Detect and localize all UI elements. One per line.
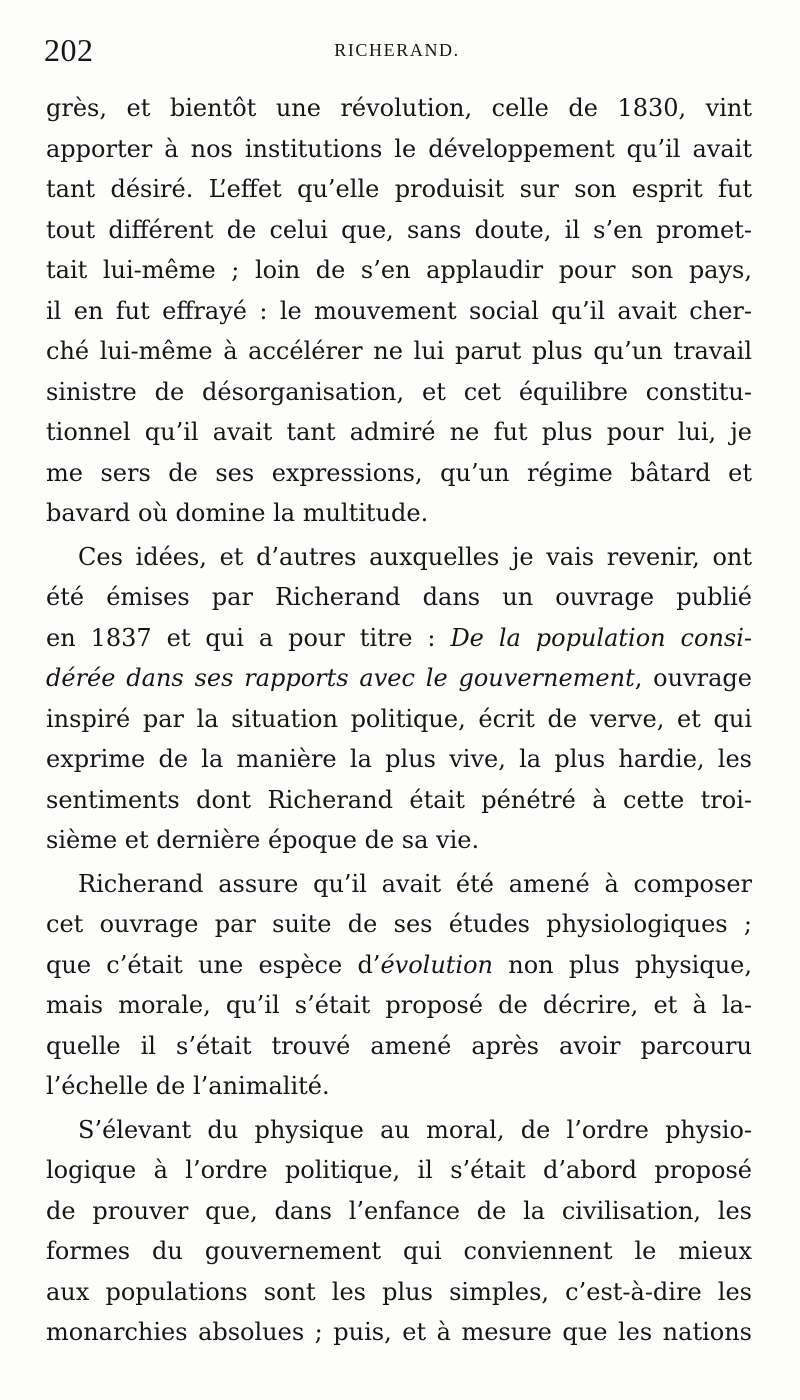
text-line	[46, 618, 752, 659]
text-line: logique à l’ordre politique, il s’était d’abord proposé	[46, 1156, 752, 1184]
text-line: il en fut effrayé : le mouvement social qu’il avait cher-	[46, 296, 752, 325]
text-line: sentiments dont Richerand était pénétré à cette troi-	[46, 785, 752, 814]
text-line: quelle il s’était trouvé amené après avoir parcouru	[46, 1031, 752, 1060]
text-line	[46, 658, 752, 699]
text-line: tionnel qu’il avait tant admiré ne fut plus pour lui, je	[46, 418, 752, 446]
text-line: cet ouvrage par suite de ses études physiologiques ;	[46, 910, 752, 938]
text-line: Ces idées, et d’autres auxquelles je vais revenir, ont	[78, 542, 752, 571]
text-fragment: en 1837 et qui a pour titre :	[46, 623, 436, 652]
italic-title: De la population consi-	[450, 623, 752, 652]
running-head: RICHERAND.	[334, 40, 460, 60]
paragraph	[46, 88, 752, 534]
italic-title: dérée dans ses rapports avec le gouvernement	[46, 664, 635, 692]
text-line: bavard où domine la multitude.	[46, 499, 429, 527]
paragraph	[46, 864, 752, 1107]
text-line: ché lui-même à accélérer ne lui parut plus qu’un travail	[46, 337, 752, 365]
text-line: sinistre de désorganisation, et cet équilibre constitu-	[46, 377, 752, 406]
text-line: me sers de ses expressions, qu’un régime bâtard et	[46, 458, 752, 487]
text-line: tant désiré. L’effet qu’elle produisit sur son esprit fut	[46, 175, 752, 203]
text-line	[46, 945, 752, 986]
text-fragment: non plus physique,	[493, 950, 752, 979]
text-fragment: , ouvrage	[634, 664, 752, 692]
text-line: S’élevant du physique au moral, de l’ordre physio-	[78, 1115, 752, 1144]
page-header	[44, 30, 750, 70]
body-text	[46, 88, 752, 1353]
text-line: l’échelle de l’animalité.	[46, 1072, 330, 1100]
text-line: exprime de la manière la plus vive, la plus hardie, les	[46, 745, 752, 773]
paragraph	[46, 537, 752, 861]
text-line: monarchies absolues ; puis, et à mesure que les nations	[46, 1318, 752, 1346]
text-line: sième et dernière époque de sa vie.	[46, 826, 480, 854]
paragraph	[46, 1110, 752, 1353]
text-line: aux populations sont les plus simples, c’est-à-dire les	[46, 1277, 752, 1306]
text-line: tait lui-même ; loin de s’en applaudir pour son pays,	[46, 256, 752, 284]
text-line: grès, et bientôt une révolution, celle de 1830, vint	[46, 94, 752, 122]
text-fragment: que c’était une espèce d’	[46, 950, 381, 979]
italic-word: évolution	[380, 950, 494, 979]
text-line: tout différent de celui que, sans doute, il s’en promet-	[46, 215, 752, 244]
text-line: Richerand assure qu’il avait été amené à composer	[78, 869, 752, 898]
text-line: inspiré par la situation politique, écrit de verve, et qui	[46, 704, 752, 733]
text-line: formes du gouvernement qui conviennent le mieux	[46, 1237, 752, 1265]
text-line: apporter à nos institutions le développement qu’il avait	[46, 134, 752, 163]
text-line: été émises par Richerand dans un ouvrage publié	[46, 583, 752, 611]
text-line: mais morale, qu’il s’était proposé de décrire, et à la-	[46, 991, 752, 1019]
page-number: 202	[44, 32, 94, 68]
text-line: de prouver que, dans l’enfance de la civilisation, les	[46, 1196, 752, 1225]
